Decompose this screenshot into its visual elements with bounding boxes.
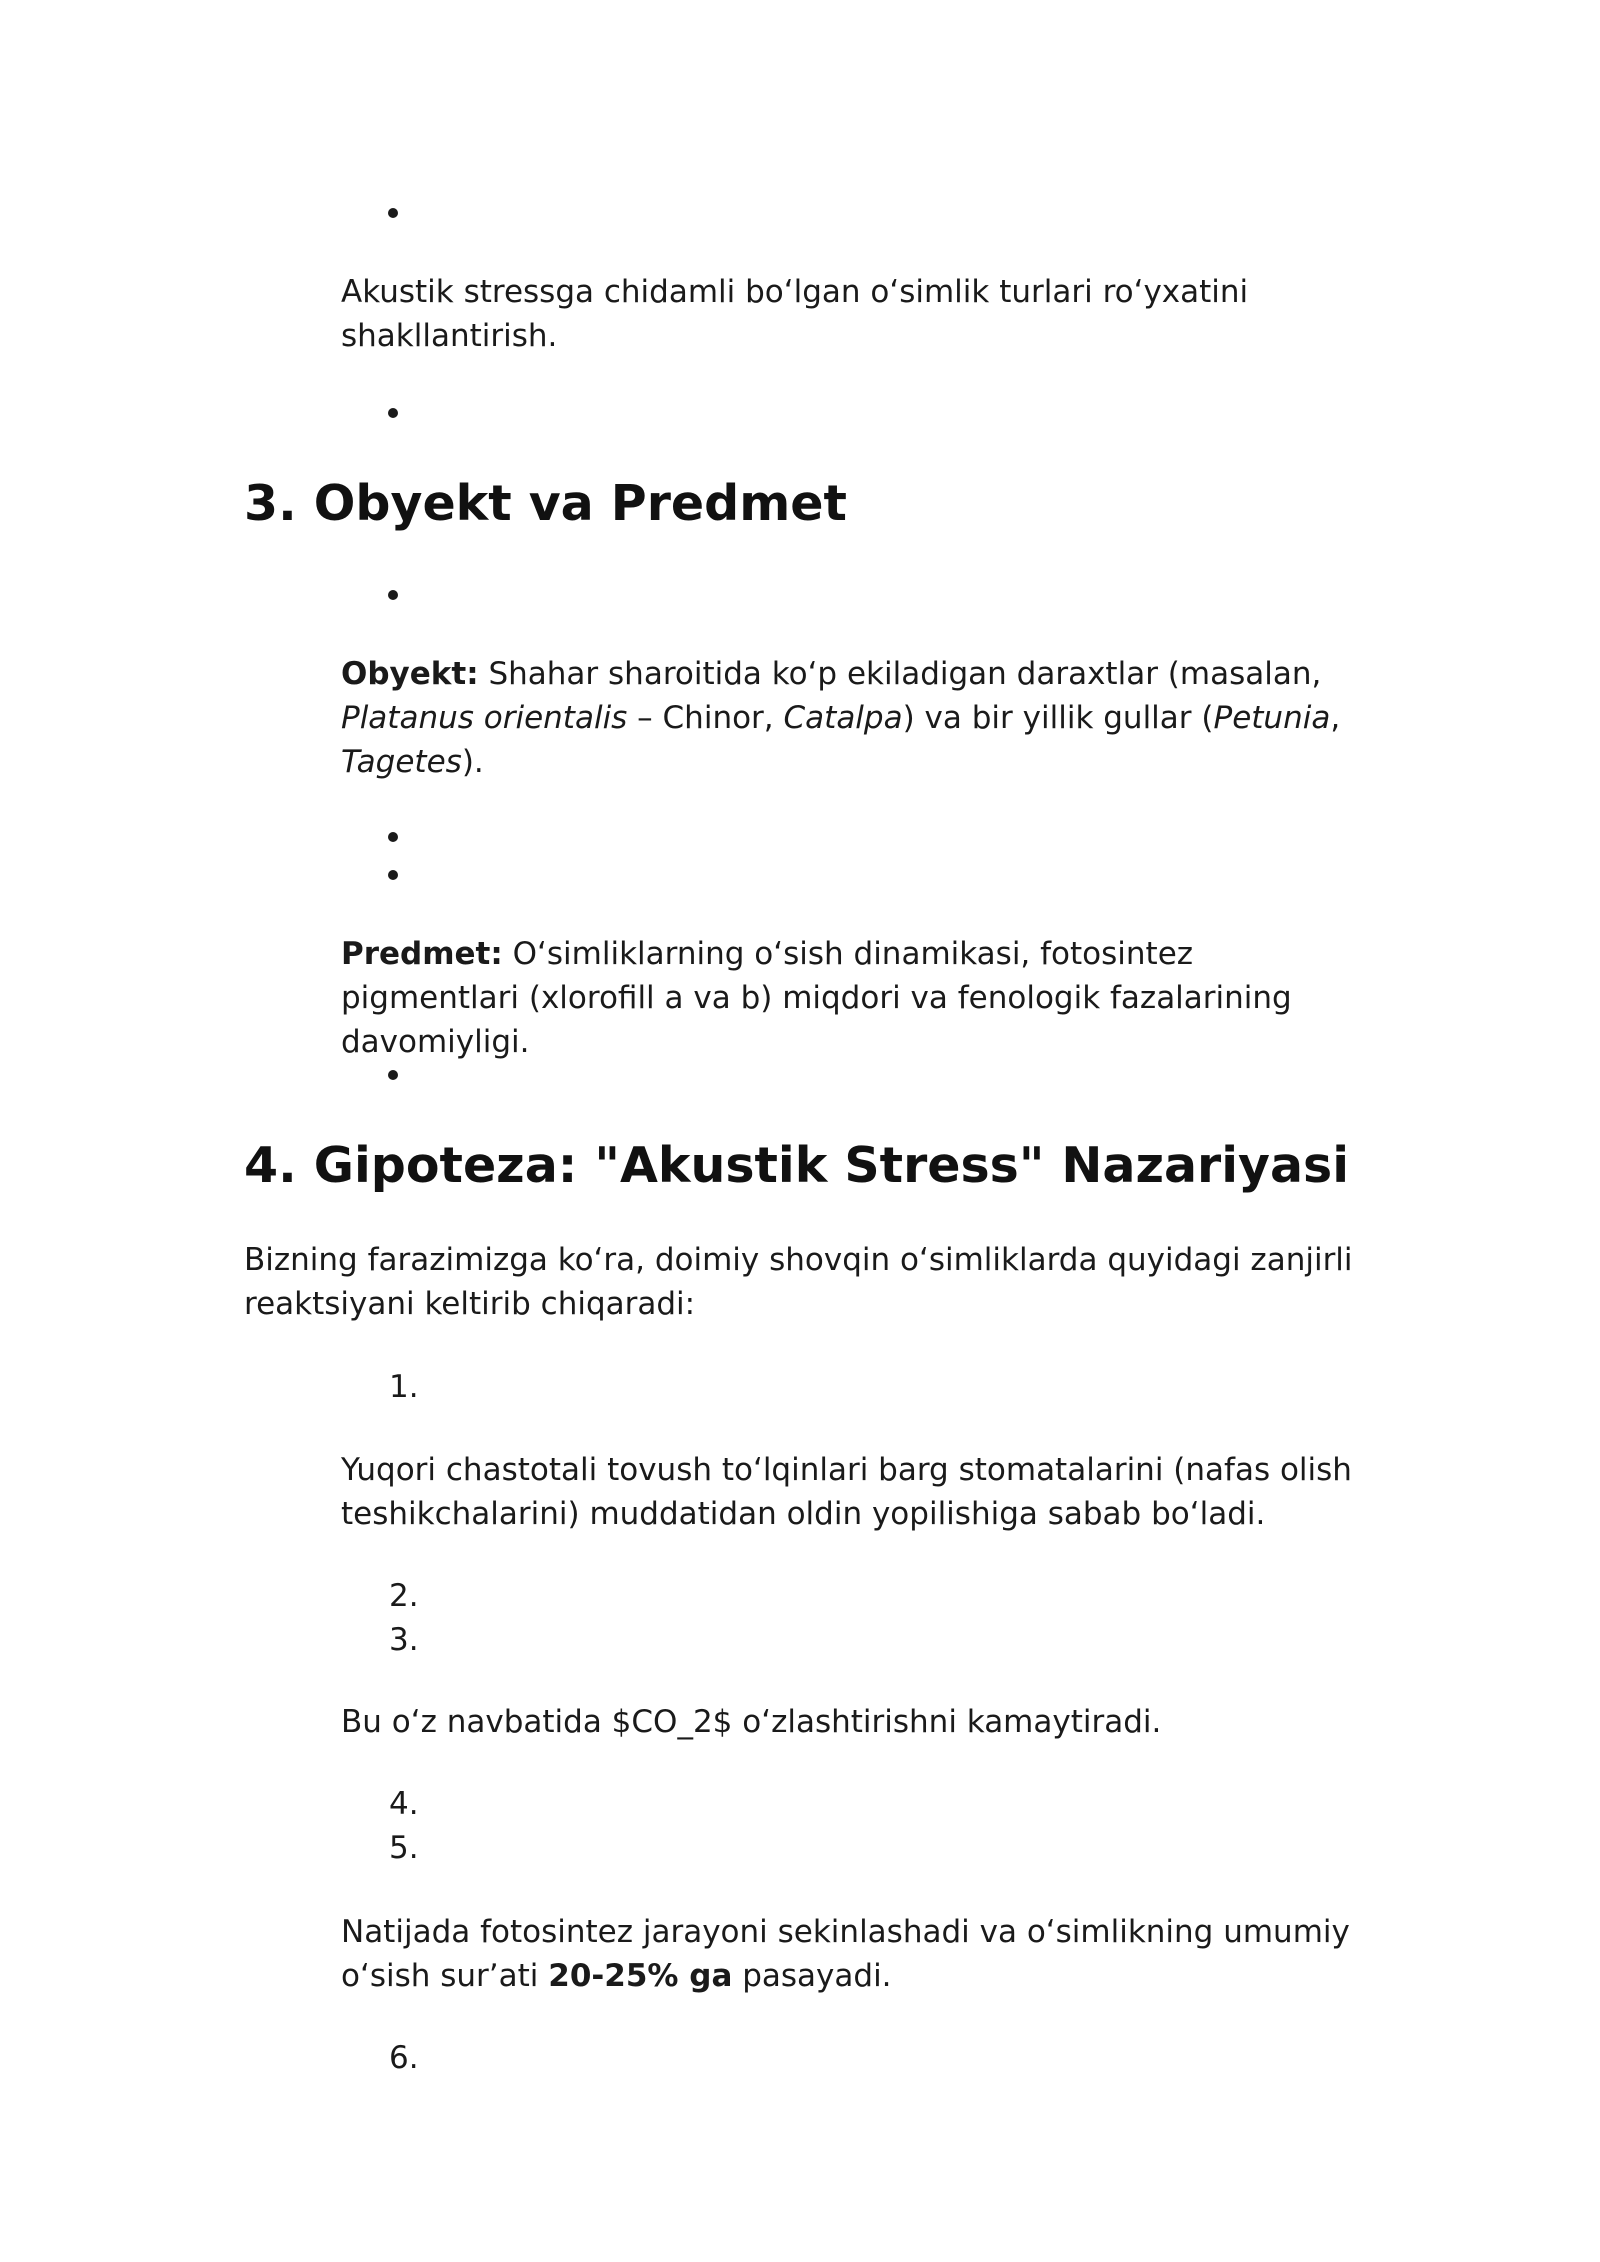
predmet-paragraph — [341, 932, 1361, 1064]
hypothesis-step — [341, 1910, 1361, 1998]
list-bullet — [388, 870, 398, 880]
hypothesis-step: Bu oʻz navbatida $CO_2$ oʻzlashtirishni kamaytiradi. — [341, 1704, 1162, 1740]
list-number: 6. — [389, 2040, 419, 2076]
obyekt-text: Shahar sharoitida koʻp ekiladigan daraxtlar (masalan, — [478, 656, 1322, 692]
species-name: Platanus orientalis — [341, 700, 628, 736]
obyekt-paragraph — [341, 652, 1361, 784]
step-text: Natijada fotosintez jarayoni sekinlashadi va oʻsimlikning umumiy oʻsish surʼati — [341, 1914, 1350, 1994]
list-number: 3. — [389, 1622, 419, 1658]
step-text: pasayadi. — [732, 1958, 892, 1994]
section-heading: 3. Obyekt va Predmet — [244, 475, 847, 532]
step-highlight: 20-25% ga — [548, 1958, 733, 1994]
list-bullet — [388, 1070, 398, 1080]
species-name: Catalpa — [783, 700, 903, 736]
species-name: Petunia — [1213, 700, 1331, 736]
obyekt-text: ). — [461, 744, 484, 780]
hypothesis-step: Yuqori chastotali tovush toʻlqinlari barg stomatalarini (nafas olish teshikchalarini) muddatidan oldin yopilishiga sabab boʻladi. — [341, 1452, 1352, 1532]
intro-paragraph: Bizning farazimizga koʻra, doimiy shovqin oʻsimliklarda quyidagi zanjirli reaktsiyani keltirib chiqaradi: — [244, 1242, 1353, 1322]
list-number: 4. — [389, 1786, 419, 1822]
list-number: 5. — [389, 1830, 419, 1866]
list-bullet — [388, 408, 398, 418]
list-bullet — [388, 590, 398, 600]
species-name: Tagetes — [341, 744, 462, 780]
list-item-text: Akustik stressga chidamli boʻlgan oʻsimlik turlari roʻyxatini shakllantirish. — [341, 274, 1249, 354]
predmet-text: Oʻsimliklarning oʻsish dinamikasi, fotosintez pigmentlari (xlorofill a va b) miqdori va fenologik fazalarining davomiyligi. — [341, 936, 1292, 1060]
list-bullet — [388, 832, 398, 842]
obyekt-label: Obyekt: — [341, 656, 479, 692]
predmet-label: Predmet: — [341, 936, 503, 972]
list-number: 2. — [389, 1578, 419, 1614]
obyekt-text: , — [1330, 700, 1341, 736]
obyekt-text: – Chinor, — [627, 700, 784, 736]
list-number: 1. — [389, 1369, 419, 1405]
section-heading: 4. Gipoteza: "Akustik Stress" Nazariyasi — [244, 1137, 1349, 1194]
list-bullet — [388, 208, 398, 218]
obyekt-text: ) va bir yillik gullar ( — [902, 700, 1214, 736]
